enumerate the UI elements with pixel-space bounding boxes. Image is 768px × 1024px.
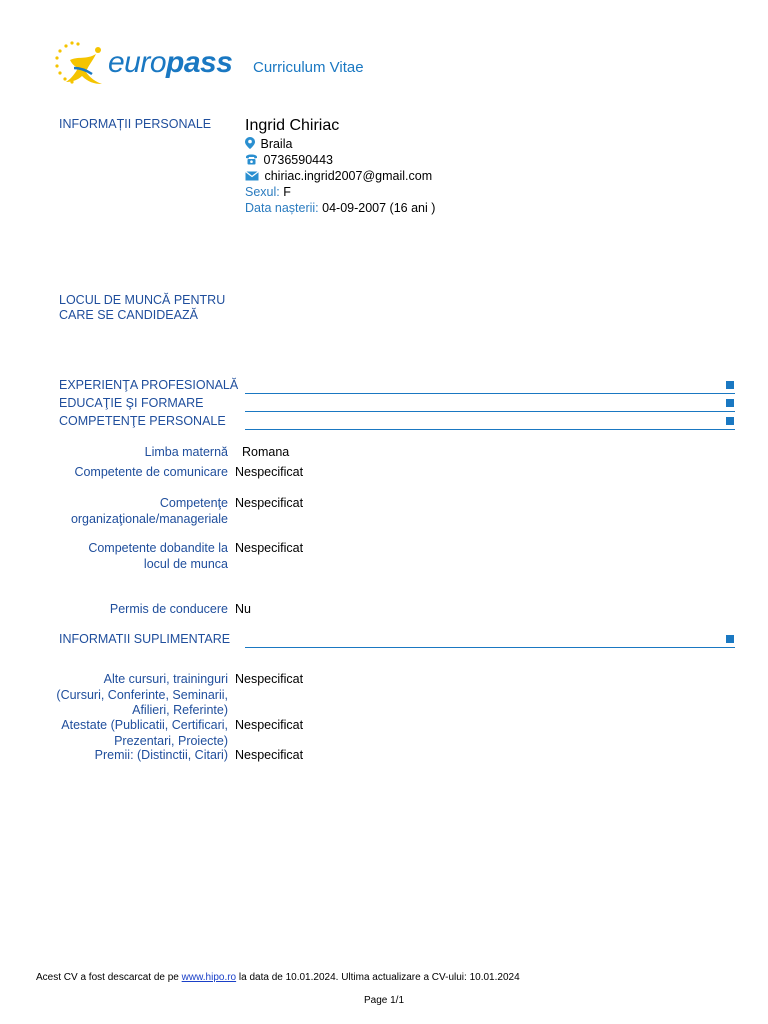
document-title: Curriculum Vitae xyxy=(253,59,364,76)
experience-section-marker xyxy=(726,381,734,389)
email-line xyxy=(245,168,432,185)
birthdate-label: Data nașterii: xyxy=(245,201,319,215)
organizational-skills-label-line2: organizaţionale/manageriale xyxy=(70,511,228,526)
page-number: Page 1/1 xyxy=(363,995,405,1006)
education-section-marker xyxy=(726,399,734,407)
courses-label-line2: (Cursuri, Conferinte, Seminarii, xyxy=(56,687,228,702)
certificates-label xyxy=(8,718,228,749)
logo-text-pass: pass xyxy=(166,46,233,79)
mother-tongue-value: Romana xyxy=(242,445,290,459)
job-related-skills-label xyxy=(8,541,228,572)
location-line xyxy=(245,136,292,153)
job-related-skills-label-line2: locul de munca xyxy=(143,556,228,571)
sex-line xyxy=(245,184,291,200)
experience-divider xyxy=(245,393,735,394)
education-divider xyxy=(245,411,735,412)
hipo-link[interactable]: www.hipo.ro xyxy=(181,972,237,983)
driving-licence-label: Permis de conducere xyxy=(109,602,228,616)
footer-note xyxy=(36,972,520,983)
footer-text-after: la data de 10.01.2024. Ultima actualizare a CV-ului: 10.01.2024 xyxy=(236,972,520,983)
phone-icon xyxy=(245,153,258,169)
logo-text-euro: euro xyxy=(108,46,167,79)
birthdate-value: 04-09-2007 (16 ani ) xyxy=(322,201,436,215)
additional-info-heading: INFORMATII SUPLIMENTARE xyxy=(59,632,231,646)
competences-section-marker xyxy=(726,417,734,425)
certificates-label-line2: Prezentari, Proiecte) xyxy=(114,733,228,748)
job-related-skills-value: Nespecificat xyxy=(235,541,304,555)
birthdate-line xyxy=(245,200,435,216)
experience-heading: EXPERIENŢA PROFESIONALĂ xyxy=(59,378,239,392)
awards-value: Nespecificat xyxy=(235,748,304,762)
courses-label-line3: Afilieri, Referinte) xyxy=(132,703,228,717)
job-related-skills-label-line1: Competente dobandite la xyxy=(88,541,228,555)
footer-text-before: Acest CV a fost descarcat de pe xyxy=(36,972,182,983)
awards-label: Premii: (Distinctii, Citari) xyxy=(94,748,228,762)
additional-info-section-marker xyxy=(726,635,734,643)
courses-label-line1: Alte cursuri, traininguri xyxy=(103,672,228,686)
phone-line xyxy=(245,152,333,169)
person-name: Ingrid Chiriac xyxy=(245,117,340,134)
personal-info-heading: INFORMAȚII PERSONALE xyxy=(59,117,212,131)
desired-job-heading xyxy=(59,293,225,323)
education-heading: EDUCAŢIE ŞI FORMARE xyxy=(59,396,204,410)
courses-value: Nespecificat xyxy=(235,672,304,686)
europass-wordmark xyxy=(108,46,232,80)
desired-job-heading-line1: LOCUL DE MUNCĂ PENTRU xyxy=(59,293,226,307)
envelope-icon xyxy=(245,169,259,185)
competences-heading: COMPETENŢE PERSONALE xyxy=(59,414,226,428)
additional-info-divider xyxy=(245,647,735,648)
organizational-skills-label xyxy=(8,496,228,527)
organizational-skills-label-line1: Competenţe xyxy=(159,496,228,510)
email-value: chiriac.ingrid2007@gmail.com xyxy=(264,169,433,183)
phone-value: 0736590443 xyxy=(263,153,334,167)
certificates-value: Nespecificat xyxy=(235,718,304,732)
communication-skills-label: Competente de comunicare xyxy=(74,465,228,479)
driving-licence-value: Nu xyxy=(235,602,251,616)
desired-job-heading-line2: CARE SE CANDIDEAZĂ xyxy=(59,308,198,322)
map-pin-icon xyxy=(245,137,255,153)
location-value: Braila xyxy=(260,137,293,151)
organizational-skills-value: Nespecificat xyxy=(235,496,304,510)
courses-label xyxy=(8,672,228,719)
mother-tongue-label: Limba maternă xyxy=(144,445,228,459)
communication-skills-value: Nespecificat xyxy=(235,465,304,479)
certificates-label-line1: Atestate (Publicatii, Certificari, xyxy=(61,718,228,732)
competences-divider xyxy=(245,429,735,430)
sex-value: F xyxy=(283,185,291,199)
sex-label: Sexul: xyxy=(245,185,280,199)
